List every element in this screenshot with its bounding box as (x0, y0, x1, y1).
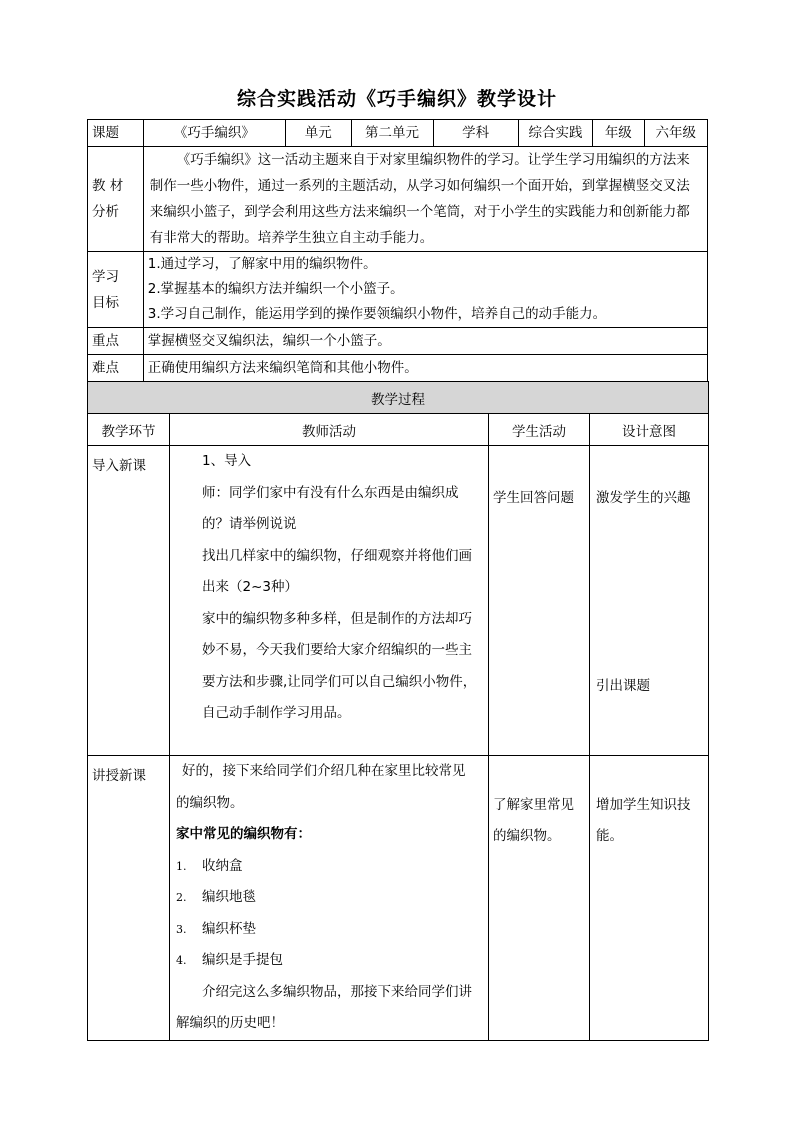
info-row (88, 120, 708, 147)
difficulty-label: 难点 (88, 355, 144, 382)
teacher-activity-cell (170, 446, 489, 756)
teacher-line: 好的，接下来给同学们介绍几种在家里比较常见 (182, 763, 466, 779)
stage-cell: 讲授新课 (88, 756, 170, 1041)
analysis-text-cell (143, 147, 707, 252)
teacher-line: 解编织的历史吧！ (176, 1015, 284, 1031)
list-number: 3. (176, 922, 187, 936)
teacher-activity-cell (170, 756, 489, 1041)
goal-item: 1.通过学习，了解家中用的编织物件。 (147, 256, 377, 272)
teaching-process-table (87, 381, 709, 1041)
teacher-line: 自己动手制作学习用品。 (202, 705, 351, 721)
goals-label-line: 目标 (92, 294, 119, 311)
student-activity-cell (489, 756, 590, 1041)
intent-line: 能。 (596, 828, 623, 844)
goal-item: 3.学习自己制作，能运用学到的操作要领编织小物件，培养自己的动手能力。 (147, 306, 607, 322)
analysis-row (88, 147, 708, 252)
teacher-line: 出来（2~3种） (202, 579, 298, 595)
teacher-line: 家中的编织物多种多样，但是制作的方法却巧 (202, 610, 472, 627)
list-number: 1. (176, 859, 187, 873)
column-header-student: 学生活动 (489, 414, 590, 446)
subject-value: 综合实践 (518, 120, 592, 147)
key-point-text: 掌握横竖交叉编织法，编织一个小篮子。 (143, 328, 707, 355)
analysis-label (88, 147, 144, 252)
list-text: 编织地毯 (202, 889, 256, 905)
teacher-line: 要方法和步骤,让同学们可以自己编织小物件， (202, 673, 477, 690)
process-header-row (88, 382, 709, 414)
teacher-line: 的？请举例说说 (202, 516, 297, 532)
subject-label: 学科 (433, 120, 518, 147)
teacher-line: 介绍完这么多编织物品，那接下来给同学们讲 (202, 983, 472, 1000)
list-item (176, 945, 484, 977)
stage-cell: 导入新课 (88, 446, 170, 756)
column-header-teacher: 教师活动 (170, 414, 489, 446)
list-item (176, 882, 484, 914)
analysis-label-line: 分析 (92, 204, 119, 220)
list-number: 4. (176, 954, 187, 967)
design-intent-cell (590, 756, 709, 1041)
goals-list (143, 252, 707, 328)
list-text: 编织是手提包 (202, 952, 283, 968)
intent-line: 激发学生的兴趣 (596, 490, 691, 506)
teacher-line: 找出几样家中的编织物，仔细观察并将他们画 (202, 547, 472, 564)
list-number: 2. (176, 891, 187, 904)
teacher-line: 1、导入 (202, 453, 252, 469)
list-text: 收纳盒 (202, 857, 243, 874)
process-row-new-lesson (88, 756, 709, 1041)
key-point-label: 重点 (88, 328, 144, 355)
student-activity-cell: 学生回答问题 (489, 446, 590, 756)
unit-label: 单元 (285, 120, 351, 147)
list-item (176, 914, 484, 946)
column-header-stage: 教学环节 (88, 414, 170, 446)
grade-value: 六年级 (644, 120, 707, 147)
student-line: 了解家里常见 (493, 797, 574, 813)
process-row-intro (88, 446, 709, 756)
teacher-line: 妙不易，今天我们要给大家介绍编织的一些主 (202, 642, 472, 658)
goals-label (88, 252, 144, 328)
unit-value: 第二单元 (351, 120, 433, 147)
column-header-intent: 设计意图 (590, 414, 709, 446)
grade-label: 年级 (593, 120, 644, 147)
goals-row (88, 252, 708, 328)
difficulty-text: 正确使用编织方法来编织笔筒和其他小物件。 (143, 355, 707, 382)
list-item (176, 851, 484, 883)
document-title: 综合实践活动《巧手编织》教学设计 (236, 88, 557, 110)
teacher-heading: 家中常见的编织物有： (176, 826, 311, 842)
process-columns-row (88, 414, 709, 446)
lesson-info-table (87, 119, 708, 382)
analysis-label-line: 教 材 (92, 178, 124, 194)
difficulty-row (88, 355, 708, 382)
topic-label: 课题 (88, 120, 144, 147)
intent-line: 增加学生知识技 (596, 797, 691, 813)
goal-item: 2.掌握基本的编织方法并编织一个小篮子。 (147, 281, 404, 297)
teacher-line: 师：同学们家中有没有什么东西是由编织成 (202, 484, 459, 501)
student-line: 的编织物。 (493, 828, 561, 844)
key-point-row (88, 328, 708, 355)
intent-line: 引出课题 (596, 678, 650, 694)
design-intent-cell (590, 446, 709, 756)
goals-label-line: 学习 (92, 268, 119, 285)
analysis-text: 《巧手编织》这一活动主题来自于对家里编织物件的学习。让学生学习用编织的方法来制作一些小物件，通过一系列的主题活动，从学习如何编织一个面开始，到掌握横竖交叉法来编织小篮子，到学会利用这些方法来编织一个笔筒，对于小学生的实践能力和创新能力都有非常大的帮助。培养学生独立自主动手能力。 (149, 152, 690, 246)
teacher-line: 的编织物。 (176, 794, 244, 811)
topic-value: 《巧手编织》 (143, 120, 285, 147)
list-text: 编织杯垫 (202, 920, 256, 937)
process-header: 教学过程 (88, 382, 709, 414)
